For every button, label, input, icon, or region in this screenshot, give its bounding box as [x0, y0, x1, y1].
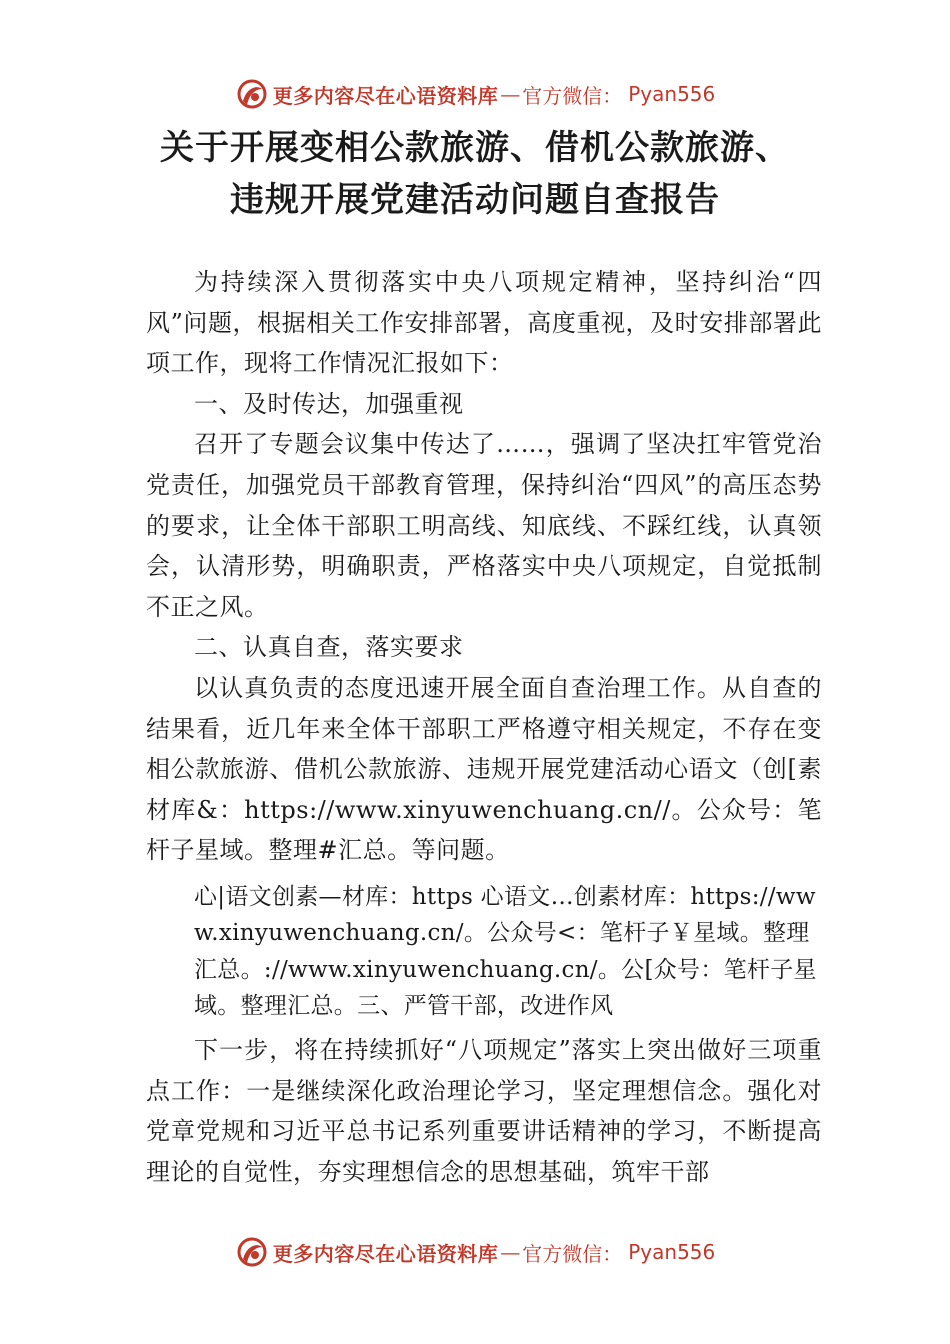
section-1-heading: 一、及时传达，加强重视 — [194, 389, 464, 418]
section-2-heading: 二、认真自查，落实要求 — [194, 633, 464, 662]
watermark-wechat-label: 官方微信： — [522, 1241, 623, 1266]
watermark-slogan: 更多内容尽在心语资料库 — [272, 83, 499, 108]
red-swirl-logo-icon — [235, 1235, 269, 1269]
title-line-1: 关于开展变相公款旅游、借机公款旅游、 — [160, 128, 790, 168]
section-1-paragraph: 召开了专题会议集中传达了……，强调了坚决扛牢管党治党责任，加强党员干部教育管理，保持纠治“四风”的高压态势的要求，让全体干部职工明高线、知底线、不踩红线，认真领会，认清形势，明确职责，严格落实中央八项规定，自觉抵制不正之风。 — [146, 430, 822, 621]
section-3-paragraph: 下一步，将在持续抓好“八项规定”落实上突出做好三项重点工作：一是继续深化政治理论学习，坚定理想信念。强化对党章党规和习近平总书记系列重要讲话精神的学习，不断提高理论的自觉性，夯实理想信念的思想基础，筑牢干部 — [146, 1036, 822, 1186]
red-swirl-logo-icon — [235, 77, 269, 111]
intro-paragraph: 为持续深入贯彻落实中央八项规定精神，坚持纠治“四风”问题，根据相关工作安排部署，高度重视，及时安排部署此项工作，现将工作情况汇报如下： — [146, 268, 822, 378]
watermark-separator: — — [500, 82, 521, 106]
inserted-watermark-text: 心|语文创素—材库：https 心语文…创素材库：https://www.xinyuwenchuang.cn/。公众号<：笔杆子￥星域。整理汇总。://www.xinyuwenchuang.cn/。公[众号：笔杆子星域。整理汇总。三、严管干部，改进作风 — [194, 883, 817, 1019]
document-body — [146, 262, 822, 1192]
watermark-separator: — — [500, 1240, 521, 1264]
watermark-wechat-id: Pyan556 — [628, 82, 716, 106]
watermark-wechat-id: Pyan556 — [628, 1240, 716, 1264]
watermark-wechat-label: 官方微信： — [522, 83, 623, 108]
title-line-2: 违规开展党建活动问题自查报告 — [230, 180, 720, 220]
document-title — [60, 122, 890, 226]
watermark-banner-top — [0, 74, 950, 114]
section-2-paragraph: 以认真负责的态度迅速开展全面自查治理工作。从自查的结果看，近几年来全体干部职工严格遵守相关规定，不存在变相公款旅游、借机公款旅游、违规开展党建活动心语文（创[素材库&：https://www.xinyuwenchuang.cn//。公众号：笔杆子星域。整理#汇总。等问题。 — [146, 673, 822, 865]
watermark-banner-bottom — [0, 1232, 950, 1272]
watermark-slogan: 更多内容尽在心语资料库 — [272, 1241, 499, 1266]
